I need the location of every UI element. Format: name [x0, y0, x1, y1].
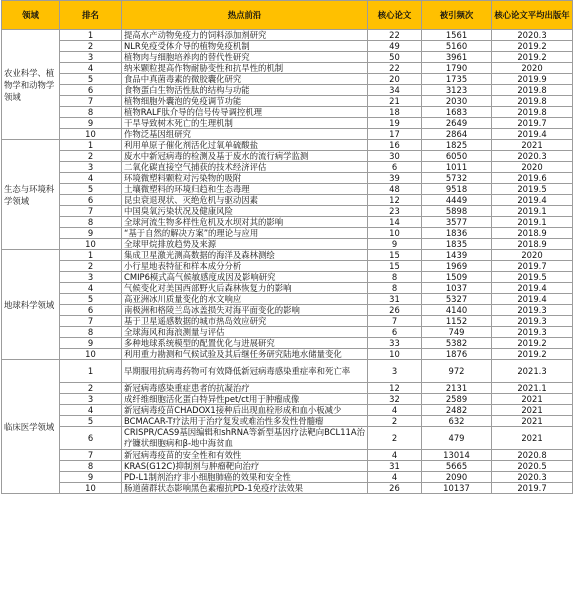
core-papers-cell: 8 [368, 272, 422, 283]
avg-year-cell: 2019.7 [492, 118, 573, 129]
table-row [2, 338, 573, 349]
rank-cell: 9 [60, 472, 122, 483]
avg-year-cell: 2019.4 [492, 195, 573, 206]
table-row [2, 416, 573, 427]
table-row [2, 427, 573, 450]
avg-year-cell: 2019.2 [492, 349, 573, 360]
rank-cell: 4 [60, 173, 122, 184]
citations-cell: 2131 [422, 383, 492, 394]
rank-cell: 9 [60, 228, 122, 239]
core-papers-cell: 7 [368, 316, 422, 327]
avg-year-cell: 2020.5 [492, 461, 573, 472]
rank-cell: 7 [60, 316, 122, 327]
core-papers-cell: 2 [368, 416, 422, 427]
citations-cell: 1683 [422, 107, 492, 118]
core-papers-cell: 19 [368, 118, 422, 129]
core-papers-cell: 32 [368, 394, 422, 405]
avg-year-cell: 2019.2 [492, 52, 573, 63]
citations-cell: 2864 [422, 129, 492, 140]
citations-cell: 2030 [422, 96, 492, 107]
topic-cell: 干旱导致树木死亡的生理机制 [122, 118, 368, 129]
core-papers-cell: 26 [368, 305, 422, 316]
avg-year-cell: 2019.3 [492, 327, 573, 338]
table-row [2, 74, 573, 85]
topic-cell: 全球河流生物多样性危机及水坝对其的影响 [122, 217, 368, 228]
topic-cell: 植物细胞外囊泡的免疫调节功能 [122, 96, 368, 107]
citations-cell: 5898 [422, 206, 492, 217]
table-row [2, 195, 573, 206]
table-row [2, 206, 573, 217]
topic-cell: 利用重力勘测和气候试验及其后继任务研究陆地水储量变化 [122, 349, 368, 360]
topic-cell: 高亚洲冰川质量变化的水文响应 [122, 294, 368, 305]
topic-cell: 纳米颗粒提高作物耐胁变性和抗旱性的机制 [122, 63, 368, 74]
rank-cell: 5 [60, 74, 122, 85]
avg-year-cell: 2019.8 [492, 96, 573, 107]
rank-cell: 10 [60, 239, 122, 250]
domain-cell: 地球科学领域 [2, 250, 60, 360]
avg-year-cell: 2018.9 [492, 228, 573, 239]
topic-cell: 二氧化碳直接空气捕获的技术经济评估 [122, 162, 368, 173]
citations-cell: 1037 [422, 283, 492, 294]
avg-year-cell: 2019.5 [492, 184, 573, 195]
rank-cell: 3 [60, 162, 122, 173]
table-row [2, 261, 573, 272]
core-papers-cell: 31 [368, 294, 422, 305]
table-row [2, 483, 573, 494]
topic-cell: 昆虫衰退现状、灭绝危机与驱动因素 [122, 195, 368, 206]
table-row [2, 217, 573, 228]
rank-cell: 9 [60, 118, 122, 129]
topic-cell: 早期服用抗病毒药物可有效降低新冠病毒感染重症率和死亡率 [122, 360, 368, 383]
table-row [2, 327, 573, 338]
topic-cell: 新冠病毒感染重症患者的抗凝治疗 [122, 383, 368, 394]
citations-cell: 1825 [422, 140, 492, 151]
citations-cell: 1969 [422, 261, 492, 272]
core-papers-cell: 22 [368, 30, 422, 41]
citations-cell: 1735 [422, 74, 492, 85]
topic-cell: BCMACAR-T疗法用于治疗复发或难治性多发性骨髓瘤 [122, 416, 368, 427]
rank-cell: 6 [60, 85, 122, 96]
citations-cell: 1561 [422, 30, 492, 41]
topic-cell: 利用单原子催化剂活化过氧单硫酸盐 [122, 140, 368, 151]
core-papers-cell: 12 [368, 383, 422, 394]
topic-cell: 食物蛋白生物活性肽的结构与功能 [122, 85, 368, 96]
rank-cell: 8 [60, 217, 122, 228]
rank-cell: 6 [60, 305, 122, 316]
rank-cell: 1 [60, 250, 122, 261]
avg-year-cell: 2019.8 [492, 107, 573, 118]
table-row [2, 394, 573, 405]
citations-cell: 6050 [422, 151, 492, 162]
table-row [2, 140, 573, 151]
topic-cell: NLR免疫受体介导的植物免疫机制 [122, 41, 368, 52]
topic-cell: 中国臭氧污染状况及健康风险 [122, 206, 368, 217]
avg-year-cell: 2020.3 [492, 30, 573, 41]
table-row [2, 316, 573, 327]
table-row [2, 349, 573, 360]
citations-cell: 1152 [422, 316, 492, 327]
table-row [2, 173, 573, 184]
rank-cell: 3 [60, 272, 122, 283]
rank-cell: 2 [60, 151, 122, 162]
citations-cell: 5382 [422, 338, 492, 349]
avg-year-cell: 2019.4 [492, 283, 573, 294]
citations-cell: 1509 [422, 272, 492, 283]
avg-year-cell: 2019.7 [492, 261, 573, 272]
table-row [2, 107, 573, 118]
core-papers-cell: 34 [368, 85, 422, 96]
citations-cell: 9518 [422, 184, 492, 195]
rank-cell: 7 [60, 450, 122, 461]
citations-cell: 1876 [422, 349, 492, 360]
table-row [2, 272, 573, 283]
avg-year-cell: 2021 [492, 427, 573, 450]
citations-cell: 4140 [422, 305, 492, 316]
topic-cell: 新冠病毒疫苗的安全性和有效性 [122, 450, 368, 461]
domain-cell: 临床医学领域 [2, 360, 60, 494]
core-papers-cell: 10 [368, 349, 422, 360]
rank-cell: 3 [60, 394, 122, 405]
citations-cell: 479 [422, 427, 492, 450]
table-row [2, 151, 573, 162]
rank-cell: 9 [60, 338, 122, 349]
core-papers-cell: 21 [368, 96, 422, 107]
citations-cell: 5732 [422, 173, 492, 184]
citations-cell: 1011 [422, 162, 492, 173]
rank-cell: 5 [60, 184, 122, 195]
citations-cell: 749 [422, 327, 492, 338]
core-papers-cell: 15 [368, 250, 422, 261]
core-papers-cell: 22 [368, 63, 422, 74]
core-papers-cell: 49 [368, 41, 422, 52]
table-row [2, 472, 573, 483]
rank-cell: 2 [60, 261, 122, 272]
avg-year-cell: 2021 [492, 394, 573, 405]
core-papers-cell: 33 [368, 338, 422, 349]
rank-cell: 1 [60, 140, 122, 151]
core-papers-cell: 4 [368, 472, 422, 483]
rank-cell: 3 [60, 52, 122, 63]
table-row [2, 405, 573, 416]
avg-year-cell: 2019.3 [492, 305, 573, 316]
topic-cell: 植物RALF肽介导的信号传导调控机理 [122, 107, 368, 118]
topic-cell: 成纤维细胞活化蛋白特异性pet/ct用于肿瘤成像 [122, 394, 368, 405]
avg-year-cell: 2020.3 [492, 151, 573, 162]
core-papers-cell: 23 [368, 206, 422, 217]
topic-cell: “基于自然的解决方案”的理论与应用 [122, 228, 368, 239]
table-row [2, 52, 573, 63]
rank-cell: 8 [60, 461, 122, 472]
table-row [2, 305, 573, 316]
citations-cell: 972 [422, 360, 492, 383]
avg-year-cell: 2021 [492, 416, 573, 427]
citations-cell: 10137 [422, 483, 492, 494]
topic-cell: 气候变化对美国西部野火后森林恢复力的影响 [122, 283, 368, 294]
citations-cell: 1790 [422, 63, 492, 74]
header-core-papers: 核心论文 [368, 1, 422, 30]
topic-cell: 集成卫星激光测高数据的海洋及森林测绘 [122, 250, 368, 261]
core-papers-cell: 4 [368, 405, 422, 416]
topic-cell: 全球海风和海浪测量与评估 [122, 327, 368, 338]
core-papers-cell: 9 [368, 239, 422, 250]
avg-year-cell: 2019.6 [492, 173, 573, 184]
citations-cell: 5327 [422, 294, 492, 305]
table-row [2, 383, 573, 394]
topic-cell: 全球甲烷排放趋势及来源 [122, 239, 368, 250]
core-papers-cell: 14 [368, 217, 422, 228]
avg-year-cell: 2019.3 [492, 316, 573, 327]
table-row [2, 283, 573, 294]
rank-cell: 2 [60, 41, 122, 52]
citations-cell: 3123 [422, 85, 492, 96]
core-papers-cell: 17 [368, 129, 422, 140]
topic-cell: 环境微塑料颗粒对污染物的吸附 [122, 173, 368, 184]
header-avg-year: 核心论文平均出版年 [492, 1, 573, 30]
topic-cell: 废水中新冠病毒的检测及基于废水的流行病学监测 [122, 151, 368, 162]
rank-cell: 7 [60, 206, 122, 217]
table-row [2, 85, 573, 96]
avg-year-cell: 2019.5 [492, 272, 573, 283]
table-row [2, 360, 573, 383]
citations-cell: 3577 [422, 217, 492, 228]
topic-cell: 提高水产动物免疫力的饲料添加剂研究 [122, 30, 368, 41]
avg-year-cell: 2019.4 [492, 129, 573, 140]
core-papers-cell: 26 [368, 483, 422, 494]
table-row [2, 461, 573, 472]
avg-year-cell: 2020.3 [492, 472, 573, 483]
core-papers-cell: 2 [368, 427, 422, 450]
avg-year-cell: 2019.9 [492, 74, 573, 85]
rank-cell: 4 [60, 283, 122, 294]
topic-cell: PD-L1制剂治疗非小细胞肺癌的效果和安全性 [122, 472, 368, 483]
avg-year-cell: 2019.1 [492, 217, 573, 228]
domain-cell: 农业科学、植物学和动物学领域 [2, 30, 60, 140]
topic-cell: 小行星地表特征和样本成分分析 [122, 261, 368, 272]
rank-cell: 6 [60, 427, 122, 450]
avg-year-cell: 2019.1 [492, 206, 573, 217]
table-row [2, 239, 573, 250]
citations-cell: 2589 [422, 394, 492, 405]
citations-cell: 2649 [422, 118, 492, 129]
rank-cell: 8 [60, 107, 122, 118]
table-row [2, 184, 573, 195]
rank-cell: 10 [60, 129, 122, 140]
core-papers-cell: 50 [368, 52, 422, 63]
avg-year-cell: 2021 [492, 140, 573, 151]
avg-year-cell: 2018.9 [492, 239, 573, 250]
avg-year-cell: 2021.3 [492, 360, 573, 383]
rank-cell: 4 [60, 63, 122, 74]
core-papers-cell: 20 [368, 74, 422, 85]
core-papers-cell: 16 [368, 140, 422, 151]
avg-year-cell: 2020 [492, 63, 573, 74]
table-row [2, 96, 573, 107]
core-papers-cell: 4 [368, 450, 422, 461]
table-body [2, 30, 573, 494]
hot-fronts-table [1, 0, 573, 494]
header-rank: 排名 [60, 1, 122, 30]
topic-cell: CMIP6模式高气候敏感度成因及影响研究 [122, 272, 368, 283]
avg-year-cell: 2021.1 [492, 383, 573, 394]
avg-year-cell: 2019.7 [492, 483, 573, 494]
core-papers-cell: 3 [368, 360, 422, 383]
core-papers-cell: 8 [368, 283, 422, 294]
topic-cell: CRISPR/CAS9基因编辑和shRNA等新型基因疗法靶向BCL11A治疗镰状细胞病和β-地中海贫血 [122, 427, 368, 450]
rank-cell: 1 [60, 360, 122, 383]
citations-cell: 1836 [422, 228, 492, 239]
rank-cell: 4 [60, 405, 122, 416]
citations-cell: 1439 [422, 250, 492, 261]
citations-cell: 1835 [422, 239, 492, 250]
table-row [2, 450, 573, 461]
table-row [2, 162, 573, 173]
avg-year-cell: 2019.8 [492, 85, 573, 96]
core-papers-cell: 15 [368, 261, 422, 272]
topic-cell: 作物泛基因组研究 [122, 129, 368, 140]
core-papers-cell: 10 [368, 228, 422, 239]
core-papers-cell: 39 [368, 173, 422, 184]
avg-year-cell: 2020 [492, 250, 573, 261]
header-row [2, 1, 573, 30]
topic-cell: 南极洲和格陵兰岛冰盖损失对海平面变化的影响 [122, 305, 368, 316]
table-row [2, 41, 573, 52]
topic-cell: KRAS(G12C)抑制剂与肿瘤靶向治疗 [122, 461, 368, 472]
rank-cell: 8 [60, 327, 122, 338]
topic-cell: 新冠病毒疫苗CHADOX1接种后出现血栓形成和血小板减少 [122, 405, 368, 416]
citations-cell: 5160 [422, 41, 492, 52]
citations-cell: 5665 [422, 461, 492, 472]
core-papers-cell: 12 [368, 195, 422, 206]
avg-year-cell: 2019.2 [492, 338, 573, 349]
table-row [2, 30, 573, 41]
citations-cell: 2090 [422, 472, 492, 483]
avg-year-cell: 2021 [492, 405, 573, 416]
citations-cell: 13014 [422, 450, 492, 461]
rank-cell: 6 [60, 195, 122, 206]
core-papers-cell: 48 [368, 184, 422, 195]
topic-cell: 基于卫星遥感数据的城市热岛效应研究 [122, 316, 368, 327]
domain-cell: 生态与环境科学领域 [2, 140, 60, 250]
topic-cell: 食品中真菌毒素的微胶囊化研究 [122, 74, 368, 85]
topic-cell: 植物肉与细胞培养肉的替代性研究 [122, 52, 368, 63]
rank-cell: 1 [60, 30, 122, 41]
core-papers-cell: 6 [368, 162, 422, 173]
topic-cell: 土壤微塑料的环境归趋和生态毒理 [122, 184, 368, 195]
citations-cell: 632 [422, 416, 492, 427]
header-domain: 领域 [2, 1, 60, 30]
table-row [2, 118, 573, 129]
citations-cell: 4449 [422, 195, 492, 206]
topic-cell: 多种地球系统模型的配置优化与进展研究 [122, 338, 368, 349]
header-topic: 热点前沿 [122, 1, 368, 30]
rank-cell: 5 [60, 294, 122, 305]
core-papers-cell: 30 [368, 151, 422, 162]
table-row [2, 250, 573, 261]
rank-cell: 2 [60, 383, 122, 394]
header-citations: 被引频次 [422, 1, 492, 30]
core-papers-cell: 18 [368, 107, 422, 118]
rank-cell: 10 [60, 349, 122, 360]
topic-cell: 肠道菌群状态影响黑色素瘤抗PD-1免疫疗法效果 [122, 483, 368, 494]
avg-year-cell: 2020 [492, 162, 573, 173]
table-row [2, 63, 573, 74]
avg-year-cell: 2019.4 [492, 294, 573, 305]
table-row [2, 129, 573, 140]
citations-cell: 2482 [422, 405, 492, 416]
table-row [2, 228, 573, 239]
core-papers-cell: 6 [368, 327, 422, 338]
rank-cell: 10 [60, 483, 122, 494]
rank-cell: 7 [60, 96, 122, 107]
avg-year-cell: 2020.8 [492, 450, 573, 461]
table-row [2, 294, 573, 305]
citations-cell: 3961 [422, 52, 492, 63]
avg-year-cell: 2019.2 [492, 41, 573, 52]
rank-cell: 5 [60, 416, 122, 427]
core-papers-cell: 31 [368, 461, 422, 472]
